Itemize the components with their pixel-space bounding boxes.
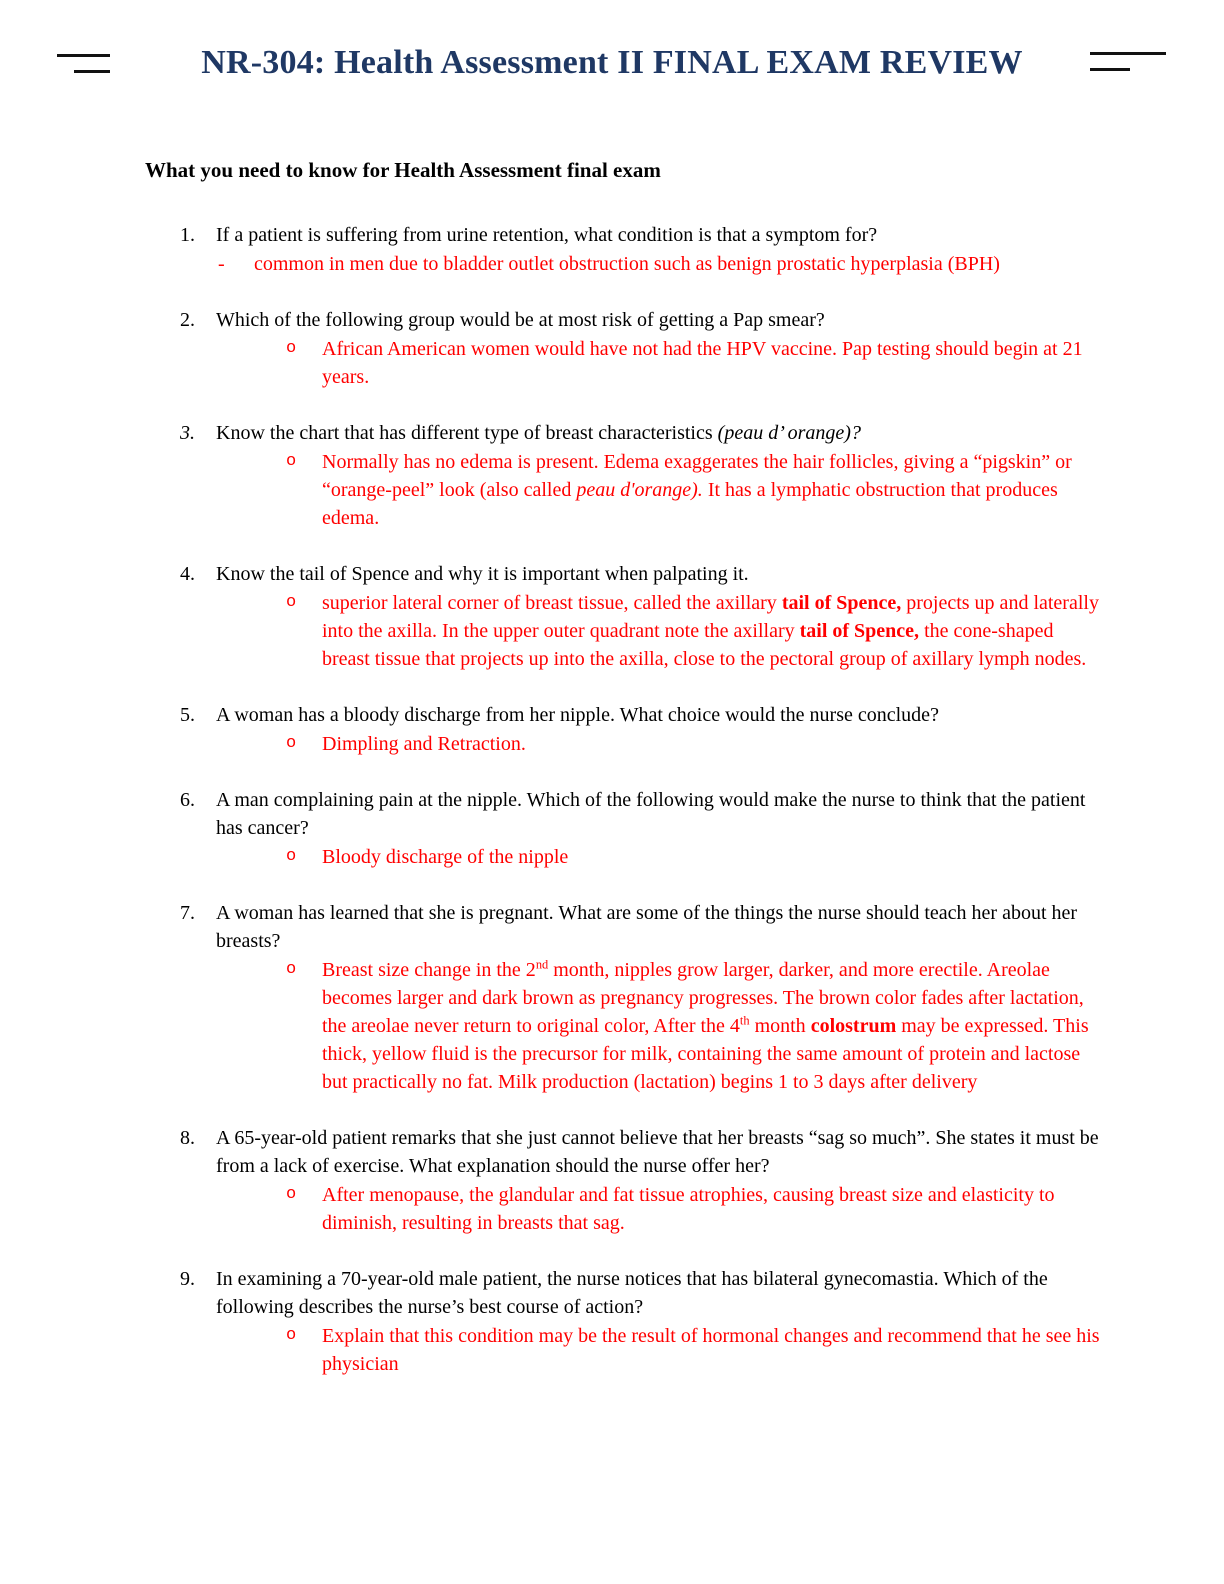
- question-item: [180, 560, 1106, 673]
- circle-bullet: o: [286, 593, 297, 612]
- text-segment: It has a lymphatic obstruction that produces edema.: [322, 479, 1058, 529]
- question-text: [216, 1265, 1106, 1321]
- question-item: [180, 701, 1106, 758]
- question-body: [216, 306, 1106, 391]
- circle-bullet: o: [286, 1185, 297, 1204]
- question-body: [216, 701, 1106, 758]
- question-text: [216, 306, 1106, 334]
- dash-line: [74, 70, 110, 73]
- page-title: NR-304: Health Assessment II FINAL EXAM REVIEW: [201, 44, 1023, 81]
- answer-row: [216, 956, 1106, 1096]
- question-body: [216, 1124, 1106, 1237]
- text-segment: A 65-year-old patient remarks that she just cannot believe that her breasts “sag so much”. She states it must be from a lack of exercise. What explanation should the nurse offer her?: [216, 1127, 1099, 1177]
- answer-text: [322, 956, 1106, 1096]
- answer-row: [216, 843, 1106, 871]
- question-number: 3.: [180, 422, 195, 444]
- text-segment: may be expressed. This thick, yellow fluid is the precursor for milk, containing the same amount of protein and lactose but practically no fat. Milk production (lactation) begins 1 to 3 days after delivery: [322, 1015, 1089, 1093]
- answer-text: [322, 843, 1106, 871]
- question-body: [216, 899, 1106, 1096]
- question-text: [216, 701, 1106, 729]
- text-segment: Know the tail of Spence and why it is important when palpating it.: [216, 563, 749, 585]
- text-segment: peau d'orange).: [576, 479, 703, 501]
- answer-text: [322, 448, 1106, 532]
- question-number: 5.: [180, 704, 195, 726]
- text-segment: Explain that this condition may be the result of hormonal changes and recommend that he see his physician: [322, 1325, 1100, 1375]
- text-segment: Know the chart that has different type of breast characteristics: [216, 422, 718, 444]
- question-number: 9.: [180, 1268, 195, 1290]
- text-segment: In examining a 70-year-old male patient, the nurse notices that has bilateral gynecomastia. Which of the following describes the nurse’s best course of action?: [216, 1268, 1048, 1318]
- text-segment: After menopause, the glandular and fat tissue atrophies, causing breast size and elasticity to diminish, resulting in breasts that sag.: [322, 1184, 1055, 1234]
- question-text: [216, 786, 1106, 842]
- question-item: [180, 419, 1106, 532]
- answer-text: [322, 730, 1106, 758]
- circle-bullet: o: [286, 960, 297, 979]
- text-segment: Which of the following group would be at most risk of getting a Pap smear?: [216, 309, 825, 331]
- dash-line: [57, 54, 110, 57]
- question-text: [216, 899, 1106, 955]
- text-segment: nd: [535, 957, 549, 972]
- question-body: [216, 560, 1106, 673]
- question-item: [180, 221, 1106, 278]
- answer-row: [216, 250, 1106, 278]
- question-body: [216, 221, 1106, 278]
- answer-row: [216, 1181, 1106, 1237]
- text-segment: projects up and laterally into the axilla. In the upper outer quadrant note the axillary: [322, 592, 1099, 642]
- text-segment: the cone-shaped breast tissue that projects up into the axilla, close to the pectoral group of axillary lymph nodes.: [322, 620, 1087, 670]
- question-item: [180, 899, 1106, 1096]
- question-text: [216, 1124, 1106, 1180]
- circle-bullet: o: [286, 847, 297, 866]
- question-item: [180, 1265, 1106, 1378]
- answer-row: [216, 335, 1106, 391]
- answer-text: [322, 335, 1106, 391]
- question-text: [216, 560, 1106, 588]
- text-segment: th: [739, 1013, 750, 1028]
- dash-line: [1090, 68, 1130, 71]
- answer-text: [254, 250, 1106, 278]
- question-body: [216, 419, 1106, 532]
- question-body: [216, 1265, 1106, 1378]
- circle-bullet: o: [286, 339, 297, 358]
- answer-row: [216, 448, 1106, 532]
- text-segment: Dimpling and Retraction.: [322, 733, 526, 755]
- circle-bullet: o: [286, 452, 297, 471]
- text-segment: A man complaining pain at the nipple. Which of the following would make the nurse to think that the patient has cancer?: [216, 789, 1086, 839]
- text-segment: tail of Spence,: [799, 620, 920, 642]
- document-subtitle: What you need to know for Health Assessment final exam: [145, 158, 661, 182]
- text-segment: colostrum: [810, 1015, 897, 1037]
- text-segment: If a patient is suffering from urine retention, what condition is that a symptom for?: [216, 224, 878, 246]
- text-segment: (peau d’ orange)?: [717, 422, 861, 444]
- text-segment: month, nipples grow larger, darker, and more erectile. Areolae becomes larger and dark brown as pregnancy progresses. The brown color fades after lactation, the areolae never return to original color, After the 4: [322, 959, 1084, 1037]
- answer-row: [216, 589, 1106, 673]
- text-segment: A woman has learned that she is pregnant. What are some of the things the nurse should teach her about her breasts?: [216, 902, 1078, 952]
- text-segment: common in men due to bladder outlet obstruction such as benign prostatic hyperplasia (BPH): [254, 253, 1000, 275]
- title-right-dashes: [1090, 52, 1166, 71]
- text-segment: Bloody discharge of the nipple: [322, 846, 569, 868]
- question-number: 7.: [180, 902, 195, 924]
- question-body: [216, 786, 1106, 871]
- question-item: [180, 786, 1106, 871]
- question-number: 4.: [180, 563, 195, 585]
- text-segment: Breast size change in the 2: [322, 959, 536, 981]
- title-left-dashes: [57, 54, 110, 73]
- answer-text: [322, 1181, 1106, 1237]
- answer-text: [322, 1322, 1106, 1378]
- question-list: [180, 221, 1106, 1378]
- text-segment: Normally has no edema is present. Edema exaggerates the hair follicles, giving a “pigskin” or “orange-peel” look (also called: [322, 451, 1072, 501]
- circle-bullet: o: [286, 734, 297, 753]
- text-segment: A woman has a bloody discharge from her nipple. What choice would the nurse conclude?: [216, 704, 939, 726]
- circle-bullet: o: [286, 1326, 297, 1345]
- question-text: [216, 221, 1106, 249]
- dash-line: [1090, 52, 1166, 55]
- answer-row: [216, 730, 1106, 758]
- answer-row: [216, 1322, 1106, 1378]
- dash-bullet: -: [218, 253, 225, 275]
- question-number: 2.: [180, 309, 195, 331]
- text-segment: superior lateral corner of breast tissue, called the axillary: [322, 592, 782, 614]
- question-number: 1.: [180, 224, 195, 246]
- question-number: 6.: [180, 789, 195, 811]
- text-segment: tail of Spence,: [781, 592, 902, 614]
- question-text: [216, 419, 1106, 447]
- answer-text: [322, 589, 1106, 673]
- question-item: [180, 306, 1106, 391]
- text-segment: African American women would have not had the HPV vaccine. Pap testing should begin at 21 years.: [322, 338, 1083, 388]
- question-item: [180, 1124, 1106, 1237]
- text-segment: month: [749, 1015, 811, 1037]
- question-number: 8.: [180, 1127, 195, 1149]
